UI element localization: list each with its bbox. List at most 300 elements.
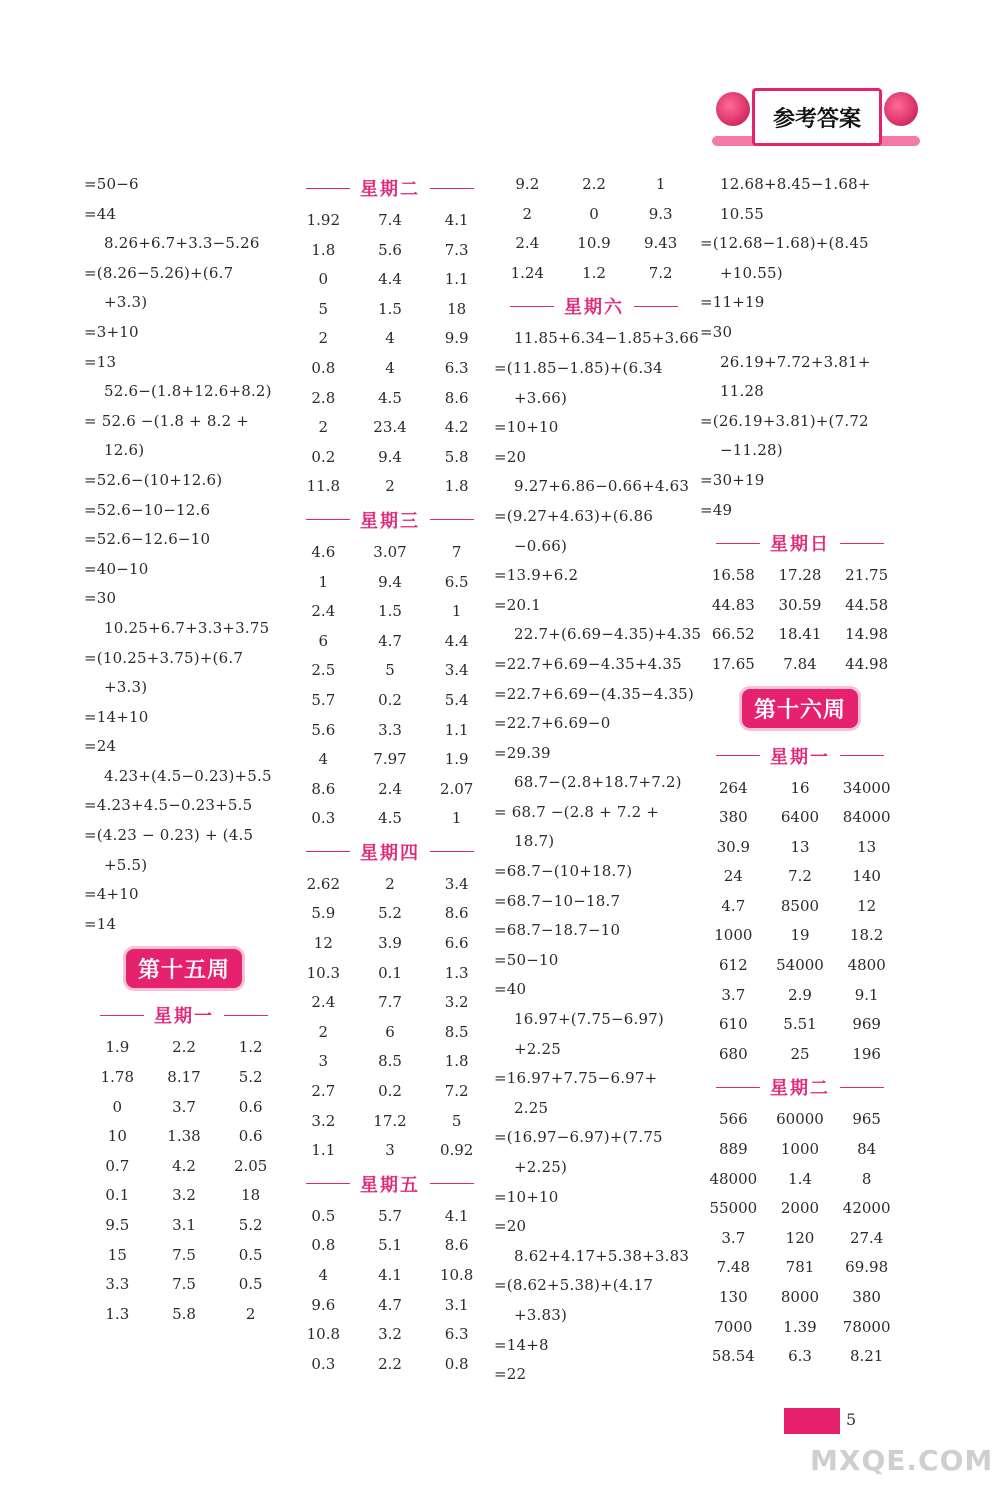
week-heading: [84, 939, 284, 997]
answer-cell: 10.8: [439, 1266, 474, 1284]
equation-line: =4+10: [84, 885, 139, 904]
answer-cell: 2: [318, 329, 329, 348]
day-heading-label: 星期四: [360, 842, 420, 864]
day-heading-label: 星期二: [770, 1078, 830, 1100]
answer-cell: 21.75: [845, 566, 889, 585]
answer-row: [700, 892, 900, 922]
equation-line: =11+19: [700, 293, 765, 312]
answer-cell: 0.1: [378, 963, 402, 982]
equation-line: =22.7+6.69−(4.35−4.35): [494, 684, 694, 703]
answer-row: [290, 443, 490, 473]
answer-cell: 27.4: [849, 1228, 884, 1247]
equation-line: =52.6−12.6−10: [84, 530, 211, 549]
day-heading-label: 星期一: [154, 1006, 214, 1028]
answer-cell: 5.9: [311, 904, 336, 923]
answer-cell: 3.4: [444, 874, 469, 893]
answer-cell: 7.5: [172, 1245, 196, 1264]
answer-cell: 0.5: [238, 1245, 263, 1264]
equation-line: 11.85+6.34−1.85+3.66: [514, 329, 699, 348]
answer-cell: 889: [719, 1140, 748, 1159]
answer-cell: 25: [790, 1044, 810, 1063]
equation-line: =(12.68−1.68)+(8.45: [700, 234, 869, 253]
answer-cell: 2: [522, 204, 533, 223]
answer-row: [84, 1211, 284, 1241]
day-heading-label: 星期日: [770, 534, 830, 556]
answer-row: [290, 1107, 490, 1137]
answer-cell: 2: [245, 1304, 256, 1323]
equation-line: =40: [494, 980, 527, 999]
equation-line: =16.97+7.75−6.97+: [494, 1069, 658, 1088]
answer-cell: 0.3: [311, 1354, 336, 1373]
answer-cell: 2.4: [378, 779, 402, 798]
answer-cell: 84: [857, 1140, 877, 1159]
answer-cell: 1.24: [510, 263, 545, 282]
equation-line: =4.23+4.5−0.23+5.5: [84, 796, 253, 815]
answer-row: [290, 959, 490, 989]
answer-column-1: [84, 170, 284, 1329]
answer-cell: 9.9: [444, 329, 469, 348]
answer-row: [700, 620, 900, 650]
answer-cell: 3.9: [378, 934, 402, 953]
equation-line: 10.25+6.7+3.3+3.75: [104, 618, 270, 637]
equation-line: =3+10: [84, 322, 139, 341]
answer-cell: 0.6: [238, 1097, 263, 1116]
page-number: 5: [846, 1410, 857, 1429]
week-heading: [700, 680, 900, 738]
equation-line: 26.19+7.72+3.81+: [720, 352, 871, 371]
day-heading: [290, 502, 490, 538]
answer-cell: 7.97: [373, 750, 407, 769]
equation-line: =50−10: [494, 950, 559, 969]
answer-cell: 3.1: [172, 1216, 196, 1234]
answer-cell: 8.21: [849, 1347, 884, 1366]
answer-row: [700, 951, 900, 981]
answer-cell: 5.8: [444, 447, 469, 466]
answer-cell: 17.28: [778, 566, 822, 585]
answer-cell: 0.8: [444, 1354, 469, 1373]
answer-cell: 18.41: [778, 625, 822, 644]
answer-cell: 6: [318, 631, 329, 650]
equation-line: =24: [84, 737, 117, 756]
answer-cell: 6.6: [444, 934, 469, 953]
answer-cell: 9.2: [515, 175, 540, 193]
answer-cell: 2: [318, 1022, 329, 1041]
answer-cell: 2.4: [311, 602, 336, 621]
equation-line: =68.7−10−18.7: [494, 891, 621, 910]
equation-line: =13: [84, 352, 117, 371]
answer-row: [494, 170, 694, 200]
equation-line: =(26.19+3.81)+(7.72: [700, 411, 869, 430]
answer-cell: 8.17: [167, 1068, 201, 1087]
answer-cell: 5.6: [311, 720, 336, 739]
equation-line: =52.6−(10+12.6): [84, 470, 223, 489]
answer-row: [84, 1241, 284, 1271]
answer-cell: 7.5: [172, 1275, 196, 1294]
equation-line: =22.7+6.69−0: [494, 714, 611, 733]
answer-row: [290, 295, 490, 325]
divider: [224, 1015, 268, 1016]
answer-cell: 9.4: [378, 572, 402, 591]
answer-row: [700, 1313, 900, 1343]
answer-row: [700, 1010, 900, 1040]
answer-cell: 8.6: [444, 904, 469, 923]
answer-cell: 4: [385, 358, 395, 377]
answer-cell: 4.5: [378, 809, 402, 828]
day-heading: [700, 738, 900, 774]
equation-line: 16.97+(7.75−6.97): [514, 1010, 664, 1029]
answer-column-3: [494, 170, 702, 1390]
equation-line: 52.6−(1.8+12.6+8.2): [104, 382, 272, 401]
answer-cell: 380: [719, 808, 748, 827]
answer-cell: 19: [790, 926, 810, 945]
answer-cell: 7.2: [788, 867, 812, 886]
answer-cell: 0.2: [378, 690, 402, 709]
answer-row: [290, 472, 490, 502]
divider: [100, 1015, 144, 1016]
answer-row: [84, 1300, 284, 1330]
divider: [716, 543, 760, 544]
answer-cell: 2: [385, 477, 395, 496]
equation-line: =(16.97−6.97)+(7.75: [494, 1128, 663, 1147]
day-heading: [700, 1069, 900, 1105]
answer-row: [290, 236, 490, 266]
answer-cell: 7: [451, 542, 462, 561]
answer-cell: 8.6: [444, 388, 469, 407]
answer-cell: 0: [318, 270, 329, 289]
answer-cell: 12: [857, 896, 877, 915]
answer-cell: 2.2: [172, 1038, 196, 1057]
day-heading-label: 星期一: [770, 746, 830, 768]
answer-cell: 10.8: [306, 1325, 341, 1344]
equation-line: =40−10: [84, 559, 149, 578]
answer-cell: 44.58: [845, 595, 889, 614]
answer-cell: 1.3: [105, 1304, 130, 1323]
equation-line: =30+19: [700, 470, 765, 489]
answer-cell: 6.3: [444, 1325, 469, 1344]
answer-cell: 2.7: [311, 1082, 336, 1101]
answer-cell: 1.8: [444, 1052, 469, 1071]
answer-cell: 1.4: [788, 1169, 812, 1188]
answer-row: [290, 1231, 490, 1261]
watermark-text: MXQE.COM: [810, 1444, 994, 1477]
divider: [634, 306, 678, 307]
divider: [716, 1087, 760, 1088]
answer-cell: 0: [112, 1097, 123, 1116]
divider: [840, 543, 884, 544]
equation-line: 68.7−(2.8+18.7+7.2): [514, 773, 682, 792]
equation-line: =(4.23 − 0.23) + (4.5: [84, 826, 254, 845]
answer-cell: 3.7: [721, 1228, 746, 1247]
answer-cell: 10: [107, 1127, 127, 1146]
answer-cell: 0.1: [105, 1186, 130, 1205]
answer-cell: 1.5: [378, 602, 402, 621]
answer-cell: 1.78: [100, 1068, 135, 1087]
answer-key-header: [706, 84, 920, 156]
answer-cell: 4.4: [444, 631, 469, 650]
answer-column-4: [700, 170, 900, 1372]
answer-cell: 1.1: [444, 720, 469, 739]
header-title: 参考答案: [772, 107, 861, 132]
answer-cell: 9.5: [105, 1216, 130, 1234]
answer-cell: 14.98: [845, 625, 889, 644]
answer-cell: 1: [655, 175, 666, 193]
answer-cell: 3: [385, 1141, 395, 1160]
answer-cell: 18: [447, 299, 467, 318]
answer-cell: 4: [318, 1266, 329, 1284]
divider: [306, 1183, 350, 1184]
answer-cell: 8.5: [378, 1052, 402, 1071]
answer-row: [290, 716, 490, 746]
equation-line: 18.7): [514, 832, 555, 851]
answer-cell: 0.7: [105, 1156, 130, 1175]
answer-cell: 7000: [714, 1317, 753, 1336]
equation-line: =44: [84, 204, 117, 223]
answer-row: [290, 413, 490, 443]
equation-line: +3.3): [104, 678, 148, 697]
answer-column-2: [290, 170, 490, 1379]
answer-cell: 5.7: [378, 1206, 402, 1225]
answer-cell: 120: [785, 1228, 815, 1247]
answer-cell: 1.3: [444, 963, 469, 982]
equation-line: =20: [494, 1217, 527, 1236]
answer-cell: 13: [857, 837, 877, 856]
answer-cell: 196: [852, 1044, 881, 1063]
equation-line: =49: [700, 500, 733, 519]
answer-cell: 2.4: [515, 234, 540, 253]
answer-cell: 969: [852, 1015, 881, 1034]
divider: [430, 188, 474, 189]
divider: [840, 1087, 884, 1088]
answer-cell: 3.2: [172, 1186, 196, 1205]
answer-row: [290, 1291, 490, 1321]
page-footer: [784, 1404, 1000, 1438]
equation-line: =14: [84, 914, 117, 933]
equation-line: =13.9+6.2: [494, 566, 579, 585]
answer-row: [494, 229, 694, 259]
answer-cell: 4.4: [378, 270, 402, 289]
answer-row: [700, 1342, 900, 1372]
answer-cell: 6.5: [444, 572, 469, 591]
day-heading: [494, 288, 694, 324]
answer-cell: 1.2: [582, 263, 606, 282]
equation-line: +2.25: [514, 1039, 561, 1058]
answer-row: [290, 804, 490, 834]
answer-cell: 7.4: [378, 211, 402, 229]
answer-row: [290, 538, 490, 568]
answer-cell: 3.2: [378, 1325, 402, 1344]
answer-row: [290, 1018, 490, 1048]
week-badge: 第十六周: [742, 689, 858, 728]
equation-line: +10.55): [720, 263, 783, 282]
answer-cell: 380: [852, 1288, 881, 1306]
answer-cell: 781: [785, 1258, 815, 1277]
answer-row: [84, 1122, 284, 1152]
answer-cell: 1.9: [105, 1038, 130, 1057]
equation-line: 12.6): [104, 441, 145, 460]
day-heading-label: 星期三: [360, 510, 420, 532]
equation-line: =68.7−18.7−10: [494, 921, 621, 940]
answer-cell: 34000: [842, 778, 891, 797]
answer-cell: 3.2: [311, 1111, 336, 1130]
equation-line: 22.7+(6.69−4.35)+4.35: [514, 625, 702, 644]
equation-line: =(11.85−1.85)+(6.34: [494, 358, 663, 377]
answer-cell: 566: [719, 1110, 748, 1129]
answer-cell: 7.2: [444, 1082, 469, 1101]
answer-cell: 0: [589, 204, 599, 223]
answer-cell: 1.38: [167, 1127, 201, 1146]
answer-cell: 15: [107, 1245, 127, 1264]
answer-cell: 5.8: [172, 1304, 196, 1323]
answer-cell: 3.1: [444, 1295, 469, 1314]
answer-cell: 23.4: [373, 418, 407, 437]
equation-line: =10+10: [494, 1187, 559, 1206]
answer-row: [290, 775, 490, 805]
answer-row: [700, 921, 900, 951]
answer-cell: 1.39: [783, 1317, 817, 1336]
answer-row: [290, 265, 490, 295]
answer-cell: 610: [719, 1015, 748, 1034]
answer-row: [84, 1063, 284, 1093]
answer-cell: 1000: [714, 926, 753, 945]
answer-cell: 4.1: [378, 1266, 402, 1284]
answer-row: [290, 1320, 490, 1350]
footer-pink-tab: [784, 1408, 840, 1434]
equation-line: =(9.27+4.63)+(6.86: [494, 506, 654, 525]
week-badge: 第十五周: [126, 949, 242, 988]
answer-cell: 6.3: [444, 358, 469, 377]
answer-row: [290, 1350, 490, 1380]
answer-cell: 4.2: [444, 418, 469, 437]
answer-cell: 4: [318, 750, 329, 769]
answer-row: [700, 650, 900, 680]
answer-cell: 1.8: [444, 477, 469, 496]
answer-cell: 965: [852, 1110, 881, 1129]
answer-cell: 2.9: [788, 985, 812, 1004]
answer-row: [700, 1194, 900, 1224]
answer-row: [290, 384, 490, 414]
equation-line: +3.83): [514, 1305, 568, 1324]
divider: [840, 755, 884, 756]
answer-row: [290, 1261, 490, 1291]
equation-line: −0.66): [514, 536, 568, 555]
answer-cell: 2.62: [306, 874, 341, 893]
answer-cell: 1.1: [444, 270, 469, 289]
answer-cell: 0.92: [439, 1141, 474, 1160]
answer-cell: 55000: [709, 1199, 758, 1218]
answer-cell: 1.92: [306, 211, 341, 229]
answer-cell: 4.1: [444, 211, 469, 229]
answer-cell: 4: [385, 329, 395, 348]
answer-row: [84, 1093, 284, 1123]
answer-row: [290, 1136, 490, 1166]
answer-cell: 0.5: [311, 1206, 336, 1225]
answer-row: [290, 206, 490, 236]
equation-line: 10.55: [720, 204, 764, 223]
answer-row: [700, 803, 900, 833]
answer-cell: 1000: [780, 1140, 820, 1159]
answer-cell: 680: [719, 1044, 748, 1063]
day-heading-label: 星期二: [360, 179, 420, 200]
equation-line: =29.39: [494, 743, 551, 762]
answer-cell: 2.05: [233, 1156, 268, 1175]
answer-cell: 4.5: [378, 388, 402, 407]
answer-cell: 3.7: [172, 1097, 196, 1116]
cartoon-figure-left-icon: [716, 92, 750, 126]
answer-cell: 3.3: [378, 720, 402, 739]
answer-row: [290, 929, 490, 959]
day-heading: [700, 525, 900, 561]
answer-cell: 58.54: [711, 1347, 755, 1366]
equation-line: =10+10: [494, 418, 559, 437]
answer-cell: 4.2: [172, 1156, 196, 1175]
day-heading-label: 星期六: [564, 297, 624, 319]
answer-cell: 5: [451, 1111, 462, 1130]
answer-cell: 0.3: [311, 809, 336, 828]
answer-row: [700, 1165, 900, 1195]
answer-row: [290, 597, 490, 627]
equation-line: =20: [494, 447, 527, 466]
equation-line: 2.25: [514, 1098, 549, 1117]
answer-cell: 5.1: [378, 1236, 402, 1255]
answer-cell: 9.4: [378, 447, 402, 466]
equation-line: =30: [84, 589, 117, 608]
answer-cell: 24: [723, 867, 743, 886]
answer-cell: 1: [318, 572, 329, 591]
answer-cell: 7.3: [444, 240, 469, 259]
answer-row: [84, 1181, 284, 1211]
answer-cell: 5: [385, 661, 395, 680]
answer-cell: 4.1: [444, 1206, 469, 1225]
divider: [306, 188, 350, 189]
answer-row: [700, 833, 900, 863]
equation-line: = 52.6 −(1.8 + 8.2 +: [84, 411, 250, 430]
answer-cell: 1.1: [311, 1141, 336, 1160]
answer-cell: 4.7: [378, 631, 402, 650]
answer-cell: 612: [719, 956, 748, 975]
answer-cell: 44.83: [711, 595, 755, 614]
equation-line: 11.28: [720, 382, 764, 401]
answer-cell: 2.2: [582, 175, 606, 193]
equation-line: 8.26+6.7+3.3−5.26: [104, 234, 260, 253]
answer-cell: 5.2: [378, 904, 402, 923]
answer-row: [700, 1105, 900, 1135]
day-heading: [290, 834, 490, 870]
answer-cell: 3: [318, 1052, 329, 1071]
answer-cell: 2: [385, 874, 395, 893]
answer-cell: 78000: [842, 1317, 891, 1336]
day-heading: [290, 170, 490, 206]
equation-line: =14+10: [84, 707, 149, 726]
answer-row: [700, 1135, 900, 1165]
equation-line: =30: [700, 322, 733, 341]
answer-cell: 4.7: [721, 896, 746, 915]
answer-row: [290, 627, 490, 657]
answer-row: [700, 1040, 900, 1070]
answer-cell: 10.3: [306, 963, 341, 982]
answer-row: [700, 591, 900, 621]
equation-line: +3.66): [514, 388, 568, 407]
answer-cell: 2: [318, 418, 329, 437]
answer-cell: 12: [313, 934, 333, 953]
divider: [430, 1183, 474, 1184]
answer-cell: 4800: [847, 956, 886, 975]
answer-cell: 16.58: [711, 566, 755, 585]
answer-row: [84, 1033, 284, 1063]
day-heading: [290, 1166, 490, 1202]
answer-cell: 6: [385, 1022, 395, 1041]
answer-row: [290, 1047, 490, 1077]
answer-cell: 7.7: [378, 993, 402, 1012]
